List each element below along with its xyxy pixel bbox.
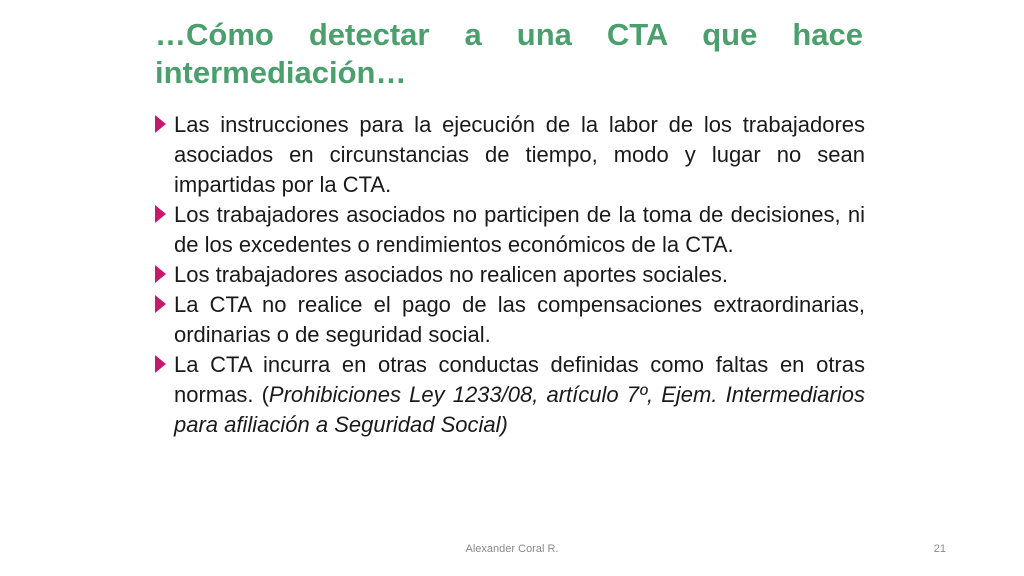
title-line-2: intermediación… [155, 55, 407, 90]
bullet-text: La CTA no realice el pago de las compensaciones extraordinarias, ordinarias o de seguridad social. [174, 292, 865, 347]
slide-title [155, 16, 863, 92]
bullet-item-5 [155, 350, 865, 440]
page-number: 21 [933, 543, 946, 555]
bullet-item-4 [155, 290, 865, 350]
bullet-item-3 [155, 260, 865, 290]
bullet-arrow-icon [155, 265, 166, 283]
footer-author: Alexander Coral R. [465, 543, 559, 555]
bullet-text: Los trabajadores asociados no participen de la toma de decisiones, ni de los excedentes o rendimientos económicos de la CTA. [174, 202, 865, 257]
bullet-item-1 [155, 110, 865, 200]
bullet-text-plain: La CTA incurra en otras conductas definidas como faltas en otras normas. ( [174, 352, 865, 407]
bullet-text: Los trabajadores asociados no realicen aportes sociales. [174, 262, 728, 287]
bullet-text [174, 352, 865, 437]
bullet-text: Las instrucciones para la ejecución de la labor de los trabajadores asociados en circunstancias de tiempo, modo y lugar no sean impartidas por la CTA. [174, 112, 865, 197]
title-line-1: …Cómo detectar a una CTA que hace [155, 17, 863, 52]
bullet-arrow-icon [155, 295, 166, 313]
bullet-item-2 [155, 200, 865, 260]
bullet-arrow-icon [155, 205, 166, 223]
bullet-text-italic: Prohibiciones Ley 1233/08, artículo 7º, Ejem. Intermediarios para afiliación a Seguridad Social) [174, 382, 865, 437]
bullet-arrow-icon [155, 115, 166, 133]
bullet-list [155, 110, 865, 440]
bullet-arrow-icon [155, 355, 166, 373]
